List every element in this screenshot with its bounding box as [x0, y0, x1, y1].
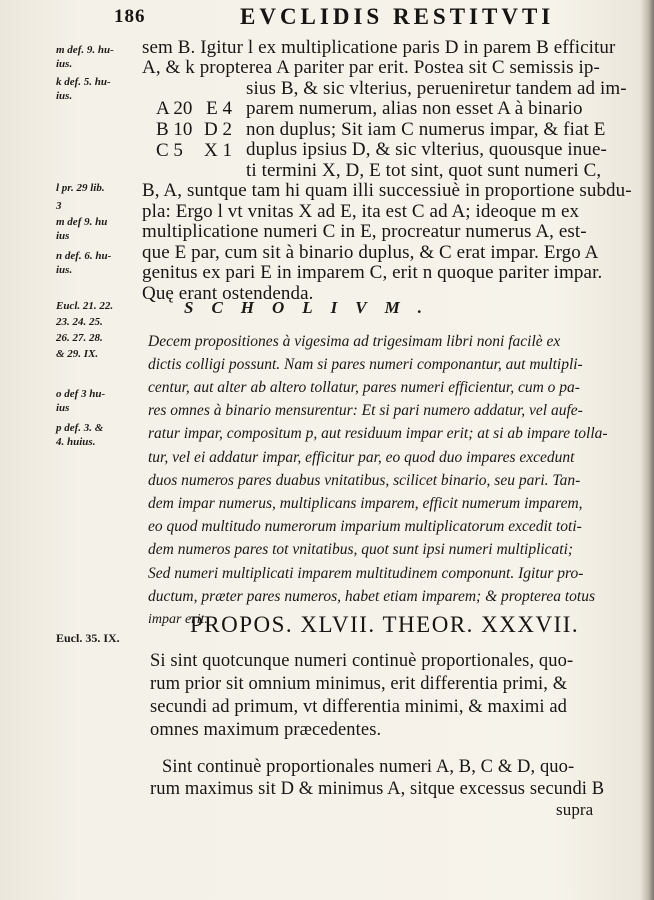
letter-table-cell: D 2: [204, 119, 232, 140]
margin-note: ius.: [56, 58, 73, 70]
margin-note: 23. 24. 25.: [56, 316, 103, 328]
demonstration-line: Sint continuè proportionales numeri A, B, C & D, quo-: [162, 757, 575, 777]
scholium-line: centur, aut alter ab altero tollatur, pares numeri efficientur, cum o pa-: [148, 379, 580, 396]
margin-note: p def. 3. &: [56, 422, 104, 434]
margin-note: l pr. 29 lib.: [56, 182, 105, 194]
running-title: EVCLIDIS RESTITVTI: [240, 4, 555, 29]
scholium-line: duos numeros pares duabus vnitatibus, scilicet binario, seu pari. Tan-: [148, 472, 581, 489]
scholium-line: ratur impar, compositum p, aut residuum impar erit; at si ab impare tolla-: [148, 425, 608, 442]
scholium-title: SCHOLIVM.: [184, 298, 440, 317]
text-line: que E par, cum sit à binario duplus, & C erat impar. Ergo A: [142, 242, 599, 263]
margin-note: Eucl. 35. IX.: [56, 631, 120, 645]
text-line: duplus ipsius D, & sic vlterius, quousque inue-: [246, 139, 607, 160]
text-line: A, & k propterea A pariter par erit. Postea sit C semissis ip-: [142, 57, 600, 78]
text-line: sem B. Igitur l ex multiplicatione paris D in parem B efficitur: [142, 37, 616, 58]
letter-table-cell: B 10: [156, 119, 193, 140]
proposition-line: secundi ad primum, vt differentia minimi, & maximi ad: [150, 697, 568, 717]
text-line: sius B, & sic vlterius, perueniretur tandem ad im-: [246, 78, 627, 99]
proposition-line: Si sint quotcunque numeri continuè proportionales, quo-: [150, 651, 574, 671]
scholium-line: dictis colligi possunt. Nam si pares numeri componantur, aut multipli-: [148, 356, 583, 373]
margin-note: ius.: [56, 90, 73, 102]
scholium-line: impar erit.: [148, 612, 208, 627]
margin-note: 3: [56, 200, 62, 212]
proposition-line: rum prior sit omnium minimus, erit differentia primi, &: [150, 674, 568, 694]
scholium-line: dem impar numerus, multiplicans imparem, efficit numerum imparem,: [148, 495, 583, 512]
scholium-line: res omnes à binario mensurentur: Et si pari numero addatur, vel aufe-: [148, 402, 583, 419]
scholium-line: eo quod multitudo numerorum imparium multiplicatorum excedit toti-: [148, 518, 582, 535]
margin-note: k def. 5. hu-: [56, 76, 111, 88]
letter-table-row: [156, 140, 232, 161]
scholium-line: tur, vel ei addatur impar, efficitur par, eo quod duo impares excedunt: [148, 449, 575, 466]
letter-table-cell: C 5: [156, 140, 183, 161]
scholium-line: Sed numeri multiplicati imparem multitudinem componunt. Igitur pro-: [148, 565, 584, 582]
margin-note: Eucl. 21. 22.: [56, 300, 114, 312]
scholium-line: Decem propositiones à vigesima ad trigesimam libri noni facilè ex: [148, 333, 561, 350]
letter-table-row: [156, 119, 232, 140]
catchword: supra: [556, 800, 594, 819]
scholium-line: dem numeros pares tot vnitatibus, quot sunt ipsi numeri multiplicati;: [148, 541, 574, 558]
margin-note: n def. 6. hu-: [56, 250, 112, 262]
text-line: ti termini X, D, E tot sint, quot sunt numeri C,: [246, 160, 602, 181]
letter-table: [156, 98, 232, 161]
scholium-line: ductum, præter pares numeros, habet etiam imparem; & propterea totus: [148, 588, 596, 605]
margin-note: ius.: [56, 264, 73, 276]
letter-table-cell: E 4: [206, 98, 232, 119]
page-number: 186: [114, 6, 146, 27]
text-line: Quę erant ostendenda.: [142, 283, 314, 304]
text-line: parem numerum, alias non esset A à binario: [246, 98, 583, 119]
page-header: [114, 4, 634, 38]
margin-note: m def 9. hu: [56, 216, 108, 228]
proposition-line: omnes maximum præcedentes.: [150, 720, 382, 740]
page-spine-shadow: [640, 0, 654, 900]
text-line: B, A, suntque tam hi quam illi successiuè in proportione subdu-: [142, 180, 632, 201]
margin-note: 26. 27. 28.: [56, 332, 103, 344]
margin-note: m def. 9. hu-: [56, 44, 114, 56]
margin-note: & 29. IX.: [56, 348, 99, 360]
text-line: pla: Ergo l vt vnitas X ad E, ita est C ad A; ideoque m ex: [142, 201, 580, 222]
text-line: non duplus; Sit iam C numerus impar, & fiat E: [246, 119, 606, 140]
margin-note: 4. huius.: [56, 436, 96, 448]
letter-table-cell: A 20: [156, 98, 193, 119]
demonstration-line: rum maximus sit D & minimus A, sitque excessus secundi B: [150, 779, 605, 799]
proposition-heading: PROPOS. XLVII. THEOR. XXXVII.: [190, 612, 580, 637]
margin-note: ius: [56, 402, 70, 414]
letter-table-cell: X 1: [204, 140, 232, 161]
letter-table-row: [156, 98, 232, 119]
margin-note: o def 3 hu-: [56, 388, 106, 400]
margin-note: ius: [56, 230, 70, 242]
text-line: genitus ex pari E in imparem C, erit n quoque pariter impar.: [142, 262, 603, 283]
text-line: multiplicatione numeri C in E, procreatur numerus A, est-: [142, 221, 587, 242]
